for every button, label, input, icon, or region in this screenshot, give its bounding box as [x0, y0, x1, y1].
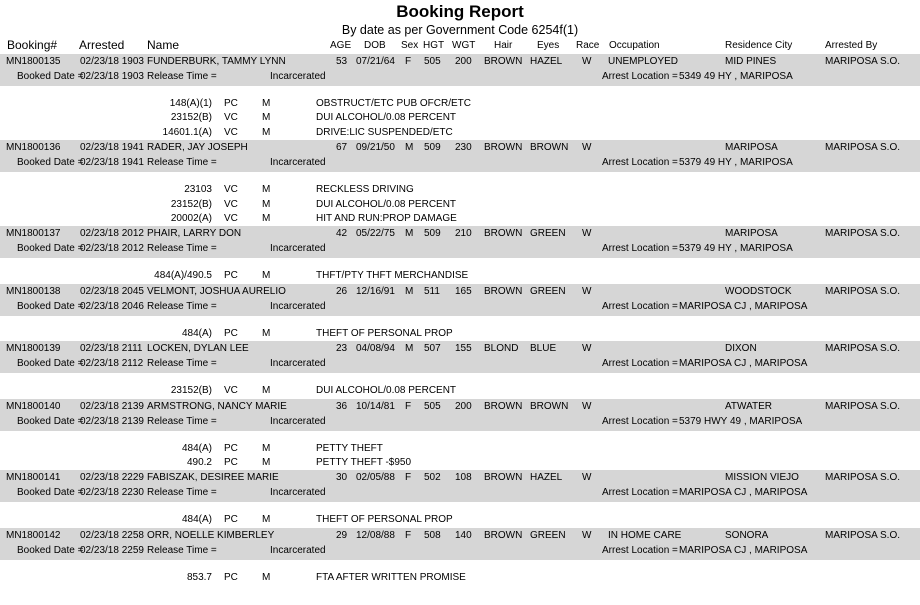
arrest-location-label: Arrest Location =: [602, 544, 678, 556]
charge-level: M: [262, 126, 271, 138]
weight: 155: [455, 343, 472, 355]
charge-level: M: [262, 514, 271, 526]
residence-city: WOODSTOCK: [725, 285, 792, 297]
arrested-datetime: 02/23/18 1941: [80, 142, 144, 154]
arrest-location-label: Arrest Location =: [602, 157, 678, 169]
booked-date: 02/23/18 2259: [80, 544, 144, 556]
booking-record: [0, 54, 920, 140]
arrested-by: MARIPOSA S.O.: [825, 228, 901, 240]
booked-date-label: Booked Date =: [17, 300, 84, 312]
header-arrested: Arrested: [79, 38, 125, 52]
residence-city: DIXON: [725, 343, 757, 355]
charge-level: M: [262, 456, 271, 468]
hair-color: BROWN: [484, 472, 523, 484]
charge-code: 23103: [184, 184, 212, 196]
release-time-label: Release Time =: [147, 157, 217, 169]
report-subtitle: By date as per Government Code 6254f(1): [341, 23, 579, 37]
occupation: UNEMPLOYED: [608, 56, 679, 67]
charge-code: 484(A): [181, 442, 212, 454]
charge-level: M: [262, 184, 271, 196]
hair-color: BROWN: [484, 228, 523, 240]
person-name: FUNDERBURK, TAMMY LYNN: [147, 56, 286, 67]
hair-color: BROWN: [484, 56, 523, 67]
person-name: FABISZAK, DESIREE MARIE: [147, 472, 279, 484]
release-time-label: Release Time =: [147, 358, 217, 370]
charge-type: PC: [224, 327, 238, 339]
booking-number: MN1800141: [6, 472, 61, 484]
booking-number: MN1800139: [6, 343, 61, 355]
charge-type: VC: [224, 385, 238, 397]
sex: M: [405, 343, 414, 355]
custody-status: Incarcerated: [270, 71, 326, 82]
charge-description: FTA AFTER WRITTEN PROMISE: [316, 571, 466, 583]
residence-city: SONORA: [725, 529, 769, 541]
height: 507: [424, 343, 441, 355]
charge-type: PC: [224, 270, 238, 282]
charge-row: [0, 442, 920, 456]
weight: 230: [455, 142, 472, 154]
charge-row: [0, 111, 920, 125]
arrested-by: MARIPOSA S.O.: [825, 285, 901, 297]
charge-row: [0, 183, 920, 197]
charge-description: DUI ALCOHOL/0.08 PERCENT: [316, 112, 457, 124]
booked-date: 02/23/18 1941: [80, 157, 144, 169]
booked-date-label: Booked Date =: [17, 487, 84, 499]
arrest-location: 5379 HWY 49 , MARIPOSA: [679, 415, 803, 427]
arrested-by: MARIPOSA S.O.: [825, 56, 901, 67]
custody-status: Incarcerated: [270, 358, 326, 370]
record-band: [0, 54, 920, 86]
booked-date-label: Booked Date =: [17, 358, 84, 370]
charge-list: [0, 97, 920, 140]
eye-color: GREEN: [530, 228, 566, 240]
charge-description: DRIVE:LIC SUSPENDED/ETC: [316, 126, 453, 138]
charge-type: PC: [224, 456, 238, 468]
header-arrested-by: Arrested By: [825, 40, 878, 51]
charge-level: M: [262, 112, 271, 124]
booking-number: MN1800136: [6, 142, 61, 154]
booking-record: [0, 399, 920, 471]
weight: 165: [455, 285, 472, 297]
header-residence-city: Residence City: [725, 40, 793, 51]
race: W: [582, 343, 592, 355]
height: 505: [424, 400, 441, 412]
eye-color: BLUE: [530, 343, 557, 355]
arrested-by: MARIPOSA S.O.: [825, 400, 901, 412]
booking-record: [0, 341, 920, 398]
sex: F: [405, 472, 412, 484]
height: 508: [424, 529, 441, 541]
booked-date: 02/23/18 2139: [80, 415, 144, 427]
record-band: [0, 284, 920, 316]
person-name: VELMONT, JOSHUA AURELIO: [147, 285, 286, 297]
booked-date-label: Booked Date =: [17, 71, 84, 82]
sex: M: [405, 285, 414, 297]
charge-type: PC: [224, 442, 238, 454]
hair-color: BLOND: [484, 343, 519, 355]
age: 29: [336, 529, 348, 541]
charge-code: 23152(B): [170, 385, 212, 397]
residence-city: MID PINES: [725, 56, 777, 67]
height: 502: [424, 472, 441, 484]
sex: F: [405, 529, 412, 541]
person-name: RADER, JAY JOSEPH: [147, 142, 248, 154]
sex: F: [405, 56, 412, 67]
charge-description: RECKLESS DRIVING: [316, 184, 414, 196]
charge-list: [0, 571, 920, 585]
charge-type: VC: [224, 212, 238, 224]
charge-row: [0, 571, 920, 585]
booking-number: MN1800142: [6, 529, 61, 541]
header-dob: DOB: [364, 40, 386, 51]
arrest-location-label: Arrest Location =: [602, 358, 678, 370]
charge-level: M: [262, 198, 271, 210]
arrested-by: MARIPOSA S.O.: [825, 142, 901, 154]
arrest-location: MARIPOSA CJ , MARIPOSA: [679, 358, 808, 370]
release-time-label: Release Time =: [147, 487, 217, 499]
charge-list: [0, 327, 920, 341]
charge-list: [0, 183, 920, 226]
arrest-location-label: Arrest Location =: [602, 487, 678, 499]
arrest-location-label: Arrest Location =: [602, 415, 678, 427]
eye-color: BROWN: [530, 142, 569, 154]
age: 36: [336, 400, 348, 412]
hair-color: BROWN: [484, 529, 523, 541]
record-band: [0, 226, 920, 258]
residence-city: ATWATER: [725, 400, 773, 412]
dob: 05/22/75: [356, 228, 395, 240]
charge-code: 23152(B): [170, 198, 212, 210]
charge-description: DUI ALCOHOL/0.08 PERCENT: [316, 198, 457, 210]
arrested-by: MARIPOSA S.O.: [825, 472, 901, 484]
booking-record: [0, 284, 920, 341]
booking-records: [0, 54, 920, 598]
charge-code: 14601.1(A): [162, 126, 212, 138]
booked-date: 02/23/18 2112: [80, 358, 144, 370]
booking-number: MN1800138: [6, 285, 61, 297]
arrested-datetime: 02/23/18 2139: [80, 400, 144, 412]
charge-description: HIT AND RUN:PROP DAMAGE: [316, 212, 457, 224]
person-name: ORR, NOELLE KIMBERLEY: [147, 529, 275, 541]
booked-date: 02/23/18 2046: [80, 300, 144, 312]
charge-description: PETTY THEFT: [316, 442, 383, 454]
arrest-location: 5349 49 HY , MARIPOSA: [679, 71, 793, 82]
charge-level: M: [262, 98, 271, 109]
booked-date: 02/23/18 2230: [80, 487, 144, 499]
charge-level: M: [262, 442, 271, 454]
charge-list: [0, 269, 920, 283]
custody-status: Incarcerated: [270, 487, 326, 499]
hair-color: BROWN: [484, 142, 523, 154]
hair-color: BROWN: [484, 285, 523, 297]
booking-number: MN1800135: [6, 56, 61, 67]
charge-code: 148(A)(1): [169, 98, 212, 109]
charge-description: THEFT OF PERSONAL PROP: [316, 514, 453, 526]
record-band: [0, 140, 920, 172]
eye-color: GREEN: [530, 529, 566, 541]
weight: 140: [455, 529, 472, 541]
header-occupation: Occupation: [609, 40, 660, 51]
charge-level: M: [262, 327, 271, 339]
charge-row: [0, 198, 920, 212]
booking-record: [0, 140, 920, 226]
weight: 108: [455, 472, 472, 484]
header-race: Race: [576, 40, 600, 51]
age: 67: [336, 142, 348, 154]
arrested-datetime: 02/23/18 2229: [80, 472, 144, 484]
custody-status: Incarcerated: [270, 544, 326, 556]
race: W: [582, 142, 592, 154]
race: W: [582, 400, 592, 412]
weight: 210: [455, 228, 472, 240]
charge-type: VC: [224, 112, 238, 124]
residence-city: MARIPOSA: [725, 142, 778, 154]
charge-row: [0, 126, 920, 140]
booked-date-label: Booked Date =: [17, 544, 84, 556]
charge-code: 484(A): [181, 327, 212, 339]
charge-type: PC: [224, 514, 238, 526]
arrested-by: MARIPOSA S.O.: [825, 529, 901, 541]
charge-description: DUI ALCOHOL/0.08 PERCENT: [316, 385, 457, 397]
booking-number: MN1800140: [6, 400, 61, 412]
charge-code: 484(A): [181, 514, 212, 526]
charge-level: M: [262, 571, 271, 583]
charge-list: [0, 513, 920, 527]
dob: 12/08/88: [356, 529, 395, 541]
booking-record: [0, 226, 920, 283]
booked-date: 02/23/18 1903: [80, 71, 144, 82]
header-eyes: Eyes: [537, 40, 560, 51]
booking-record: [0, 470, 920, 527]
hair-color: BROWN: [484, 400, 523, 412]
charge-row: [0, 327, 920, 341]
charge-description: THFT/PTY THFT MERCHANDISE: [316, 270, 469, 282]
custody-status: Incarcerated: [270, 243, 326, 255]
charge-type: PC: [224, 571, 238, 583]
release-time-label: Release Time =: [147, 71, 217, 82]
charge-type: PC: [224, 98, 238, 109]
charge-description: THEFT OF PERSONAL PROP: [316, 327, 453, 339]
arrest-location-label: Arrest Location =: [602, 71, 678, 82]
booking-record: [0, 528, 920, 598]
race: W: [582, 472, 592, 484]
weight: 200: [455, 400, 472, 412]
height: 509: [424, 228, 441, 240]
charge-type: VC: [224, 126, 238, 138]
person-name: LOCKEN, DYLAN LEE: [147, 343, 249, 355]
dob: 04/08/94: [356, 343, 395, 355]
arrest-location: 5379 49 HY , MARIPOSA: [679, 157, 793, 169]
age: 23: [336, 343, 348, 355]
charge-code: 23152(B): [170, 112, 212, 124]
eye-color: HAZEL: [530, 472, 563, 484]
arrest-location: MARIPOSA CJ , MARIPOSA: [679, 300, 808, 312]
arrest-location: 5379 49 HY , MARIPOSA: [679, 243, 793, 255]
charge-list: [0, 384, 920, 398]
header-sex: Sex: [401, 40, 419, 51]
dob: 07/21/64: [356, 56, 395, 67]
header-age: AGE: [330, 40, 352, 51]
arrest-location-label: Arrest Location =: [602, 243, 678, 255]
race: W: [582, 529, 592, 541]
charge-type: VC: [224, 198, 238, 210]
charge-type: VC: [224, 184, 238, 196]
charge-code: 490.2: [186, 456, 212, 468]
weight: 200: [455, 56, 472, 67]
record-band: [0, 341, 920, 373]
header-wgt: WGT: [452, 40, 476, 51]
arrested-datetime: 02/23/18 2111: [80, 343, 143, 355]
residence-city: MARIPOSA: [725, 228, 778, 240]
release-time-label: Release Time =: [147, 300, 217, 312]
charge-level: M: [262, 385, 271, 397]
person-name: PHAIR, LARRY DON: [147, 228, 242, 240]
header-booking: Booking#: [7, 38, 58, 52]
arrest-location-label: Arrest Location =: [602, 300, 678, 312]
height: 505: [424, 56, 441, 67]
arrested-datetime: 02/23/18 2258: [80, 529, 144, 541]
arrested-datetime: 02/23/18 1903: [80, 56, 144, 67]
booking-number: MN1800137: [6, 228, 61, 240]
custody-status: Incarcerated: [270, 157, 326, 169]
dob: 10/14/81: [356, 400, 395, 412]
person-name: ARMSTRONG, NANCY MARIE: [147, 400, 287, 412]
booked-date: 02/23/18 2012: [80, 243, 144, 255]
age: 26: [336, 285, 348, 297]
header-hgt: HGT: [423, 40, 445, 51]
occupation: IN HOME CARE: [608, 529, 682, 541]
dob: 12/16/91: [356, 285, 395, 297]
charge-level: M: [262, 212, 271, 224]
arrest-location: MARIPOSA CJ , MARIPOSA: [679, 544, 808, 556]
eye-color: HAZEL: [530, 56, 563, 67]
eye-color: GREEN: [530, 285, 566, 297]
charge-row: [0, 456, 920, 470]
header-hair: Hair: [494, 40, 513, 51]
record-band: [0, 470, 920, 502]
header-name: Name: [147, 38, 180, 52]
charge-row: [0, 212, 920, 226]
release-time-label: Release Time =: [147, 415, 217, 427]
dob: 09/21/50: [356, 142, 395, 154]
booked-date-label: Booked Date =: [17, 157, 84, 169]
sex: M: [405, 228, 414, 240]
charge-row: [0, 269, 920, 283]
sex: M: [405, 142, 414, 154]
report-title: Booking Report: [396, 2, 524, 21]
dob: 02/05/88: [356, 472, 395, 484]
booked-date-label: Booked Date =: [17, 415, 84, 427]
charge-code: 20002(A): [170, 212, 212, 224]
charge-description: PETTY THEFT -$950: [316, 456, 412, 468]
arrested-by: MARIPOSA S.O.: [825, 343, 901, 355]
custody-status: Incarcerated: [270, 300, 326, 312]
age: 42: [336, 228, 348, 240]
height: 509: [424, 142, 441, 154]
record-band: [0, 399, 920, 431]
charge-row: [0, 384, 920, 398]
arrested-datetime: 02/23/18 2012: [80, 228, 144, 240]
height: 511: [424, 285, 440, 297]
age: 53: [336, 56, 348, 67]
sex: F: [405, 400, 412, 412]
race: W: [582, 285, 592, 297]
release-time-label: Release Time =: [147, 243, 217, 255]
age: 30: [336, 472, 348, 484]
record-band: [0, 528, 920, 560]
arrested-datetime: 02/23/18 2045: [80, 285, 144, 297]
custody-status: Incarcerated: [270, 415, 326, 427]
arrest-location: MARIPOSA CJ , MARIPOSA: [679, 487, 808, 499]
residence-city: MISSION VIEJO: [725, 472, 799, 484]
charge-code: 853.7: [186, 571, 212, 583]
charge-code: 484(A)/490.5: [154, 270, 212, 282]
eye-color: BROWN: [530, 400, 569, 412]
charge-row: [0, 513, 920, 527]
booked-date-label: Booked Date =: [17, 243, 84, 255]
race: W: [582, 228, 592, 240]
charge-description: OBSTRUCT/ETC PUB OFCR/ETC: [316, 98, 472, 109]
release-time-label: Release Time =: [147, 544, 217, 556]
race: W: [582, 56, 592, 67]
charge-level: M: [262, 270, 271, 282]
charge-list: [0, 442, 920, 471]
charge-row: [0, 97, 920, 111]
